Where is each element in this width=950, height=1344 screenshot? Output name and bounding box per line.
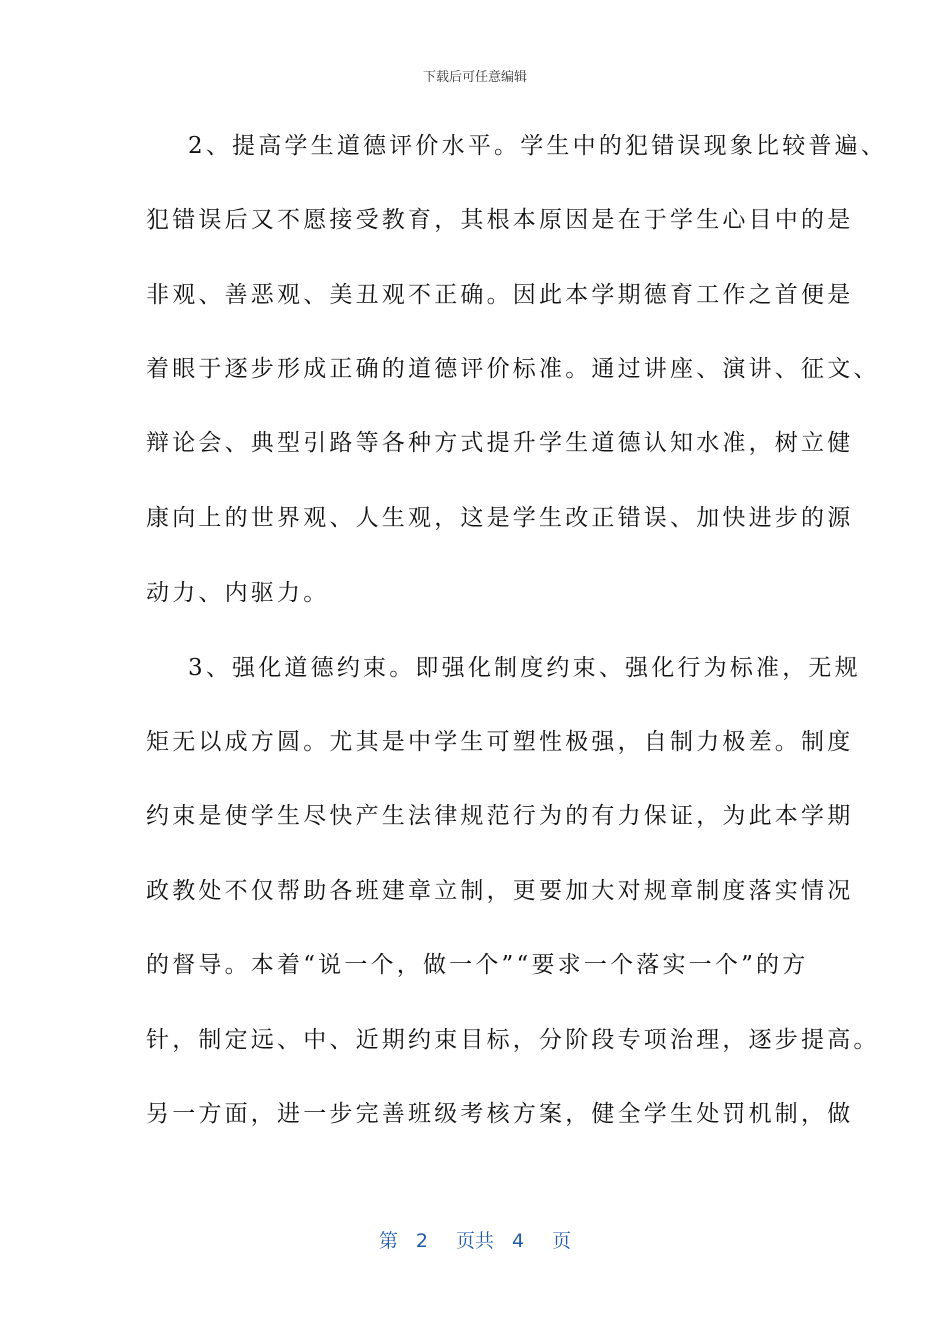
paragraph-line: 犯错误后又不愿接受教育，其根本原因是在于学生心目中的是 bbox=[146, 207, 854, 233]
paragraph-line: 的督导。本着“说一个，做一个”“要求一个落实一个”的方 bbox=[146, 952, 809, 978]
paragraph-line: 3、强化道德约束。即强化制度约束、强化行为标准，无规 bbox=[188, 655, 861, 681]
paragraph-line: 矩无以成方圆。尤其是中学生可塑性极强，自制力极差。制度 bbox=[146, 729, 854, 755]
page-label-suffix: 页 bbox=[552, 1230, 572, 1252]
page-number-footer bbox=[0, 1226, 950, 1253]
paragraph-line: 约束是使学生尽快产生法律规范行为的有力保证，为此本学期 bbox=[146, 803, 854, 829]
paragraph-line: 辩论会、典型引路等各种方式提升学生道德认知水准，树立健 bbox=[146, 430, 854, 456]
page-label-prefix: 第 bbox=[378, 1230, 398, 1252]
current-page-number: 2 bbox=[415, 1230, 428, 1252]
paragraph-line: 针，制定远、中、近期约束目标，分阶段专项治理，逐步提高。 bbox=[146, 1027, 880, 1053]
paragraph-line: 非观、善恶观、美丑观不正确。因此本学期德育工作之首便是 bbox=[146, 282, 854, 308]
paragraph-line: 康向上的世界观、人生观，这是学生改正错误、加快进步的源 bbox=[146, 505, 854, 531]
paragraph-line: 政教处不仅帮助各班建章立制，更要加大对规章制度落实情况 bbox=[146, 878, 854, 904]
paragraph-line: 另一方面，进一步完善班级考核方案，健全学生处罚机制，做 bbox=[146, 1101, 854, 1127]
paragraph-line: 2、提高学生道德评价水平。学生中的犯错误现象比较普遍、 bbox=[188, 133, 888, 159]
paragraph-line: 着眼于逐步形成正确的道德评价标准。通过讲座、演讲、征文、 bbox=[146, 356, 880, 382]
paragraph-line: 动力、内驱力。 bbox=[146, 580, 330, 606]
page-label-mid: 页共 bbox=[455, 1230, 494, 1252]
header-note: 下载后可任意编辑 bbox=[422, 70, 527, 85]
total-pages-number: 4 bbox=[512, 1230, 525, 1252]
